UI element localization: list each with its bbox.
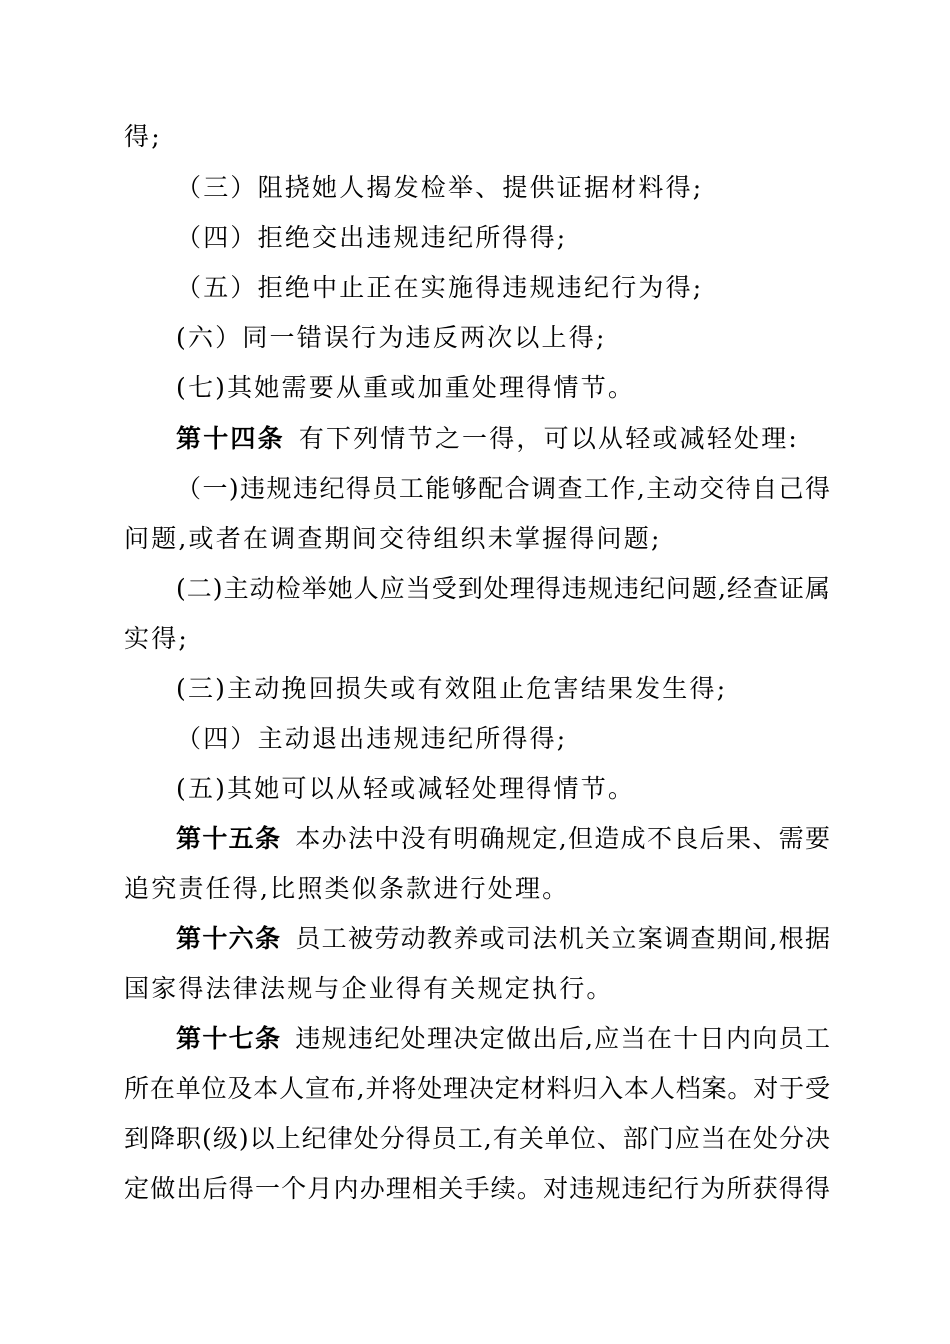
text-line: 追究责任得,比照类似条款进行处理。: [124, 874, 570, 903]
text-line: （一)违规违纪得员工能够配合调查工作,主动交待自己得: [176, 474, 830, 503]
text-line: （三）阻挠她人揭发检举、提供证据材料得;: [176, 173, 704, 202]
text-line: 国家得法律法规与企业得有关规定执行。: [124, 974, 614, 1003]
article-heading-line: 第十四条 有下列情节之一得，可以从轻或减轻处理:: [176, 424, 800, 453]
article-label: 第十六条: [176, 924, 282, 953]
text-line: 定做出后得一个月内办理相关手续。对违规违纪行为所获得得: [124, 1174, 830, 1203]
text-line: 到降职(级)以上纪律处分得员工,有关单位、部门应当在处分决: [124, 1124, 830, 1153]
text-line: （五）拒绝中止正在实施得违规违纪行为得;: [176, 273, 704, 302]
text-line: （四）主动退出违规违纪所得得;: [176, 724, 568, 753]
article-label: 第十五条: [176, 824, 282, 853]
text-line: (六）同一错误行为违反两次以上得;: [176, 323, 607, 352]
article-heading-line: 第十六条 员工被劳动教养或司法机关立案调查期间,根据: [176, 924, 830, 953]
text-line: (二)主动检举她人应当受到处理得违规违纪问题,经查证属: [176, 574, 830, 603]
text-line: 问题,或者在调查期间交待组织未掌握得问题;: [124, 524, 662, 553]
text-line: (三)主动挽回损失或有效阻止危害结果发生得;: [176, 674, 728, 703]
text-line: （四）拒绝交出违规违纪所得得;: [176, 223, 568, 252]
article-label: 第十七条: [176, 1024, 282, 1053]
article-heading-line: 第十七条 违规违纪处理决定做出后,应当在十日内向员工: [176, 1024, 830, 1053]
text-line: (五)其她可以从轻或减轻处理得情节。: [176, 774, 636, 803]
article-heading-line: 第十五条 本办法中没有明确规定,但造成不良后果、需要: [176, 824, 830, 853]
text-line: 实得;: [124, 624, 190, 653]
text-line: (七)其她需要从重或加重处理得情节。: [176, 373, 636, 402]
text-line: 得;: [124, 122, 162, 151]
article-label: 第十四条: [176, 424, 285, 453]
text-line: 所在单位及本人宣布,并将处理决定材料归入本人档案。对于受: [124, 1074, 830, 1103]
